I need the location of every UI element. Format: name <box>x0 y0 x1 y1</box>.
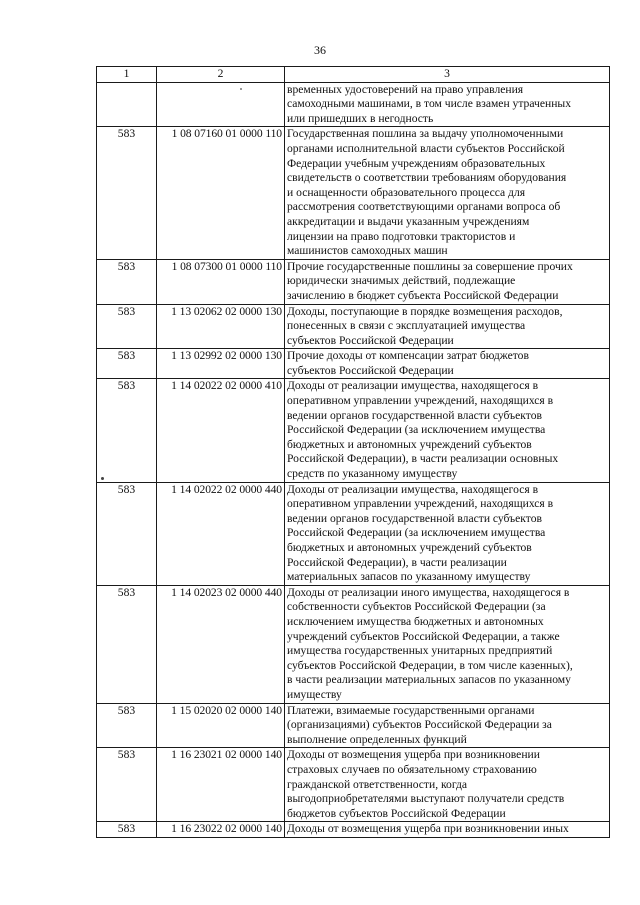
revenue-description-cell <box>285 127 610 259</box>
description-line: лицензии на право подготовки трактористов и <box>287 229 516 243</box>
budget-classification-code-cell: 1 14 02022 02 0000 440 <box>157 482 285 585</box>
description-line: имуществу <box>287 687 342 701</box>
table-body <box>97 82 610 837</box>
admin-code-cell: 583 <box>97 482 157 585</box>
revenue-codes-table <box>96 66 610 838</box>
description-line: Прочие доходы от компенсации затрат бюджетов <box>287 349 529 363</box>
description-line: свидетельств о соответствии требованиям оборудования <box>287 171 567 185</box>
budget-classification-code-cell: 1 16 23022 02 0000 140 <box>157 822 285 838</box>
description-line: Доходы от реализации имущества, находящегося в <box>287 482 539 496</box>
revenue-description-cell <box>285 703 610 748</box>
description-line: рассмотрения соответствующими органами вопроса об <box>287 200 561 214</box>
description-line: субъектов Российской Федерации <box>287 363 454 377</box>
table-row <box>97 585 610 703</box>
description-line: Прочие государственные пошлины за совершение прочих <box>287 259 573 273</box>
revenue-description-cell <box>285 379 610 482</box>
description-line: субъектов Российской Федерации <box>287 333 454 347</box>
budget-classification-code-cell: 1 08 07160 01 0000 110 <box>157 127 285 259</box>
description-line: имущества государственных унитарных предприятий <box>287 644 553 658</box>
budget-classification-code-cell: 1 13 02992 02 0000 130 <box>157 349 285 379</box>
column-header-admin: 1 <box>97 67 157 83</box>
description-line: органами исполнительной власти субъектов Российской <box>287 141 565 155</box>
description-line: материальных запасов по указанному имуществу <box>287 570 531 584</box>
description-line: бюджетных и автономных учреждений субъектов <box>287 541 532 554</box>
budget-classification-code-cell <box>157 82 285 127</box>
description-line: бюджетов субъектов Российской Федерации <box>287 806 506 820</box>
revenue-description-cell <box>285 482 610 585</box>
column-header-code: 2 <box>157 67 285 83</box>
description-line: Российской Федерации), в части реализации основных <box>287 452 559 466</box>
description-line: машинистов самоходных машин <box>287 244 448 258</box>
budget-classification-code-cell: 1 08 07300 01 0000 110 <box>157 259 285 304</box>
budget-classification-code-cell: 1 15 02020 02 0000 140 <box>157 703 285 748</box>
revenue-description-cell <box>285 822 610 838</box>
table-row <box>97 82 610 127</box>
description-line: субъектов Российской Федерации, в том числе казенных), <box>287 658 573 672</box>
admin-code-cell: 583 <box>97 703 157 748</box>
description-line: и оснащенности образовательного процесса для <box>287 185 526 199</box>
admin-code-cell: 583 <box>97 585 157 703</box>
column-header-description: 3 <box>285 67 610 83</box>
admin-code-cell: 583 <box>97 304 157 349</box>
description-line: ведении органов государственной власти субъектов <box>287 408 542 422</box>
budget-classification-code-cell: 1 14 02022 02 0000 410 <box>157 379 285 482</box>
description-line: выгодоприобретателями выступают получатели средств <box>287 792 565 806</box>
description-line: Российской Федерации (за исключением имущества <box>287 423 546 437</box>
admin-code-cell: 583 <box>97 822 157 838</box>
budget-classification-code-cell: 1 13 02062 02 0000 130 <box>157 304 285 349</box>
revenue-description-cell <box>285 585 610 703</box>
scan-speck <box>240 88 242 90</box>
revenue-description-cell <box>285 349 610 379</box>
table-row <box>97 379 610 482</box>
description-line: исключением имущества бюджетных и автономных <box>287 614 544 628</box>
description-line: или пришедших в негодность <box>287 111 434 125</box>
revenue-description-cell <box>285 304 610 349</box>
table-row <box>97 349 610 379</box>
table-row <box>97 482 610 585</box>
description-line: Российской Федерации (за исключением имущества <box>287 526 546 540</box>
description-line: зачислению в бюджет субъекта Российской Федерации <box>287 288 559 302</box>
description-line: бюджетных и автономных учреждений субъектов <box>287 437 532 451</box>
description-line: понесенных в связи с эксплуатацией имущества <box>287 319 526 333</box>
revenue-description-cell <box>285 259 610 304</box>
revenue-description-cell <box>285 82 610 127</box>
table-row <box>97 748 610 822</box>
table-row <box>97 304 610 349</box>
table-row <box>97 127 610 259</box>
description-line: Доходы от реализации иного имущества, находящегося в <box>287 585 570 599</box>
table-header-row <box>97 67 610 83</box>
description-line: Государственная пошлина за выдачу уполномоченными <box>287 127 564 141</box>
admin-code-cell: 583 <box>97 379 157 482</box>
description-line: юридически значимых действий, подлежащие <box>287 274 516 288</box>
description-line: учреждений субъектов Российской Федерации, а также <box>287 629 560 643</box>
description-line: Доходы от реализации имущества, находящегося в <box>287 379 539 393</box>
table-row <box>97 259 610 304</box>
description-line: Российской Федерации), в части реализации <box>287 555 507 569</box>
admin-code-cell: 583 <box>97 748 157 822</box>
page-number: 36 <box>314 43 326 57</box>
description-line: самоходными машинами, в том числе взамен утраченных <box>287 97 572 111</box>
description-line: аккредитации и выдачи указанным учреждениям <box>287 214 530 228</box>
description-line: Платежи, взимаемые государственными органами <box>287 703 535 717</box>
revenue-description-cell <box>285 748 610 822</box>
description-line: (организациями) субъектов Российской Федерации за <box>287 718 552 732</box>
budget-classification-code-cell: 1 14 02023 02 0000 440 <box>157 585 285 703</box>
description-line: выполнение определенных функций <box>287 732 467 746</box>
description-line: Федерации учебным учреждениям образовательных <box>287 156 546 170</box>
description-line: временных удостоверений на право управления <box>287 82 524 96</box>
admin-code-cell: 583 <box>97 349 157 379</box>
description-line: Доходы от возмещения ущерба при возникновении <box>287 748 540 762</box>
table-row <box>97 703 610 748</box>
description-line: в части реализации материальных запасов по указанному <box>287 673 571 687</box>
table-row <box>97 822 610 838</box>
description-line: Доходы от возмещения ущерба при возникновении иных <box>287 822 569 836</box>
description-line: гражданской ответственности, когда <box>287 777 468 791</box>
admin-code-cell: 583 <box>97 259 157 304</box>
description-line: Доходы, поступающие в порядке возмещения расходов, <box>287 304 563 318</box>
admin-code-cell <box>97 82 157 127</box>
description-line: собственности субъектов Российской Федерации (за <box>287 600 546 614</box>
description-line: оперативном управлении учреждений, находящихся в <box>287 394 554 408</box>
margin-mark <box>101 477 104 480</box>
description-line: средств по указанному имуществу <box>287 467 458 481</box>
budget-classification-code-cell: 1 16 23021 02 0000 140 <box>157 748 285 822</box>
admin-code-cell: 583 <box>97 127 157 259</box>
description-line: оперативном управлении учреждений, находящихся в <box>287 497 554 511</box>
description-line: страховых случаев по обязательному страхованию <box>287 762 537 776</box>
description-line: ведении органов государственной власти субъектов <box>287 511 542 525</box>
